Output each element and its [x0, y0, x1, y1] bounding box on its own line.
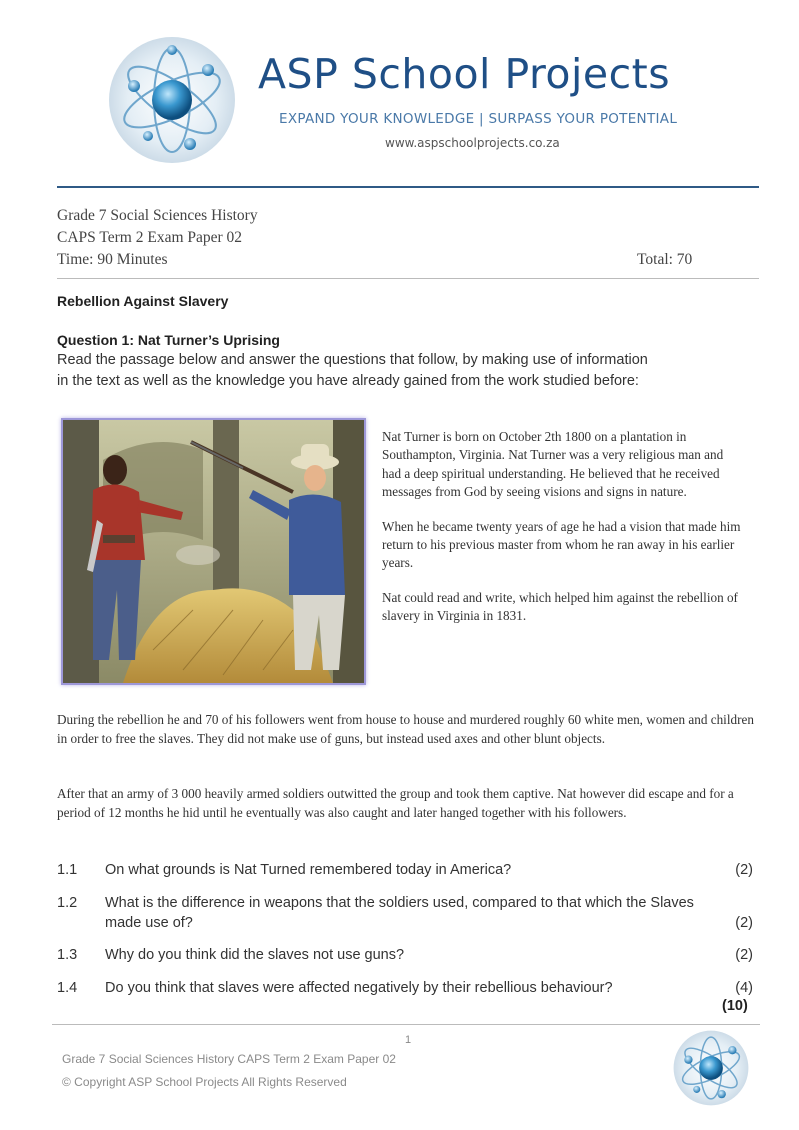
passage-paragraph: Nat could read and write, which helped him against the rebellion of slavery in Virginia in 1831. — [382, 589, 738, 624]
question-marks: (2) — [735, 915, 753, 931]
footer-divider — [52, 1024, 760, 1025]
passage-paragraph: During the rebellion he and 70 of his followers went from house to house and murdered roughly 60 white men, women and children in order to free the slaves. They did not make use of guns, but instead used axes and other blunt objects. — [57, 712, 754, 746]
paper-time: Time: 90 Minutes — [57, 251, 168, 268]
question-number: 1.1 — [57, 862, 78, 878]
question-number: 1.3 — [57, 947, 78, 963]
meta-divider — [57, 278, 759, 279]
page-number: 1 — [405, 1034, 412, 1046]
passage-paragraph: Nat Turner is born on October 2th 1800 on a plantation in Southampton, Virginia. Nat Turner was a very religious man and had a deep spiritual understanding. He believed that he received messages from God by seeing visions and signs in nature. — [382, 429, 724, 500]
nat-turner-illustration — [61, 418, 366, 685]
header-divider — [57, 186, 759, 188]
section-title: Rebellion Against Slavery — [57, 293, 229, 309]
paper-exam: CAPS Term 2 Exam Paper 02 — [57, 229, 243, 246]
footer-title: Grade 7 Social Sciences History CAPS Term 2 Exam Paper 02 — [62, 1052, 396, 1066]
question-marks: (4) — [735, 980, 753, 996]
brand-url[interactable]: www.aspschoolprojects.co.za — [385, 136, 560, 150]
question-text: Why do you think did the slaves not use guns? — [105, 947, 405, 963]
question-number: 1.2 — [57, 895, 78, 911]
question-text: On what grounds is Nat Turned remembered today in America? — [105, 862, 512, 878]
intro-line-2: in the text as well as the knowledge you have already gained from the work studied before: — [57, 373, 639, 389]
brand-tagline: EXPAND YOUR KNOWLEDGE | SURPASS YOUR POTENTIAL — [279, 111, 678, 127]
question-intro — [57, 350, 757, 392]
paper-subject: Grade 7 Social Sciences History — [57, 207, 258, 224]
question-title: Question 1: Nat Turner’s Uprising — [57, 332, 280, 348]
footer-copyright: © Copyright ASP School Projects All Rights Reserved — [62, 1075, 347, 1089]
question-text: What is the difference in weapons that the soldiers used, compared to that which the Slaves made use of? — [105, 895, 694, 931]
atom-logo-small-icon — [673, 1030, 749, 1106]
question-text: Do you think that slaves were affected negatively by their rebellious behaviour? — [105, 980, 613, 996]
question-number: 1.4 — [57, 980, 78, 996]
question-total-marks: (10) — [722, 998, 748, 1014]
question-marks: (2) — [735, 947, 753, 963]
brand-title: ASP School Projects — [258, 50, 671, 98]
question-marks: (2) — [735, 862, 753, 878]
paper-total: Total: 70 — [637, 251, 693, 268]
atom-logo-icon — [108, 36, 236, 164]
intro-line-1: Read the passage below and answer the questions that follow, by making use of information — [57, 352, 648, 368]
passage-side-text — [382, 428, 742, 642]
passage-paragraph: When he became twenty years of age he had a vision that made him return to his previous master from whom he ran away in his earlier years. — [382, 518, 741, 571]
passage-paragraph: After that an army of 3 000 heavily armed soldiers outwitted the group and took them captive. Nat however did escape and for a period of 12 months he hid until he eventually was also caught and later hanged together with his followers. — [57, 786, 734, 820]
